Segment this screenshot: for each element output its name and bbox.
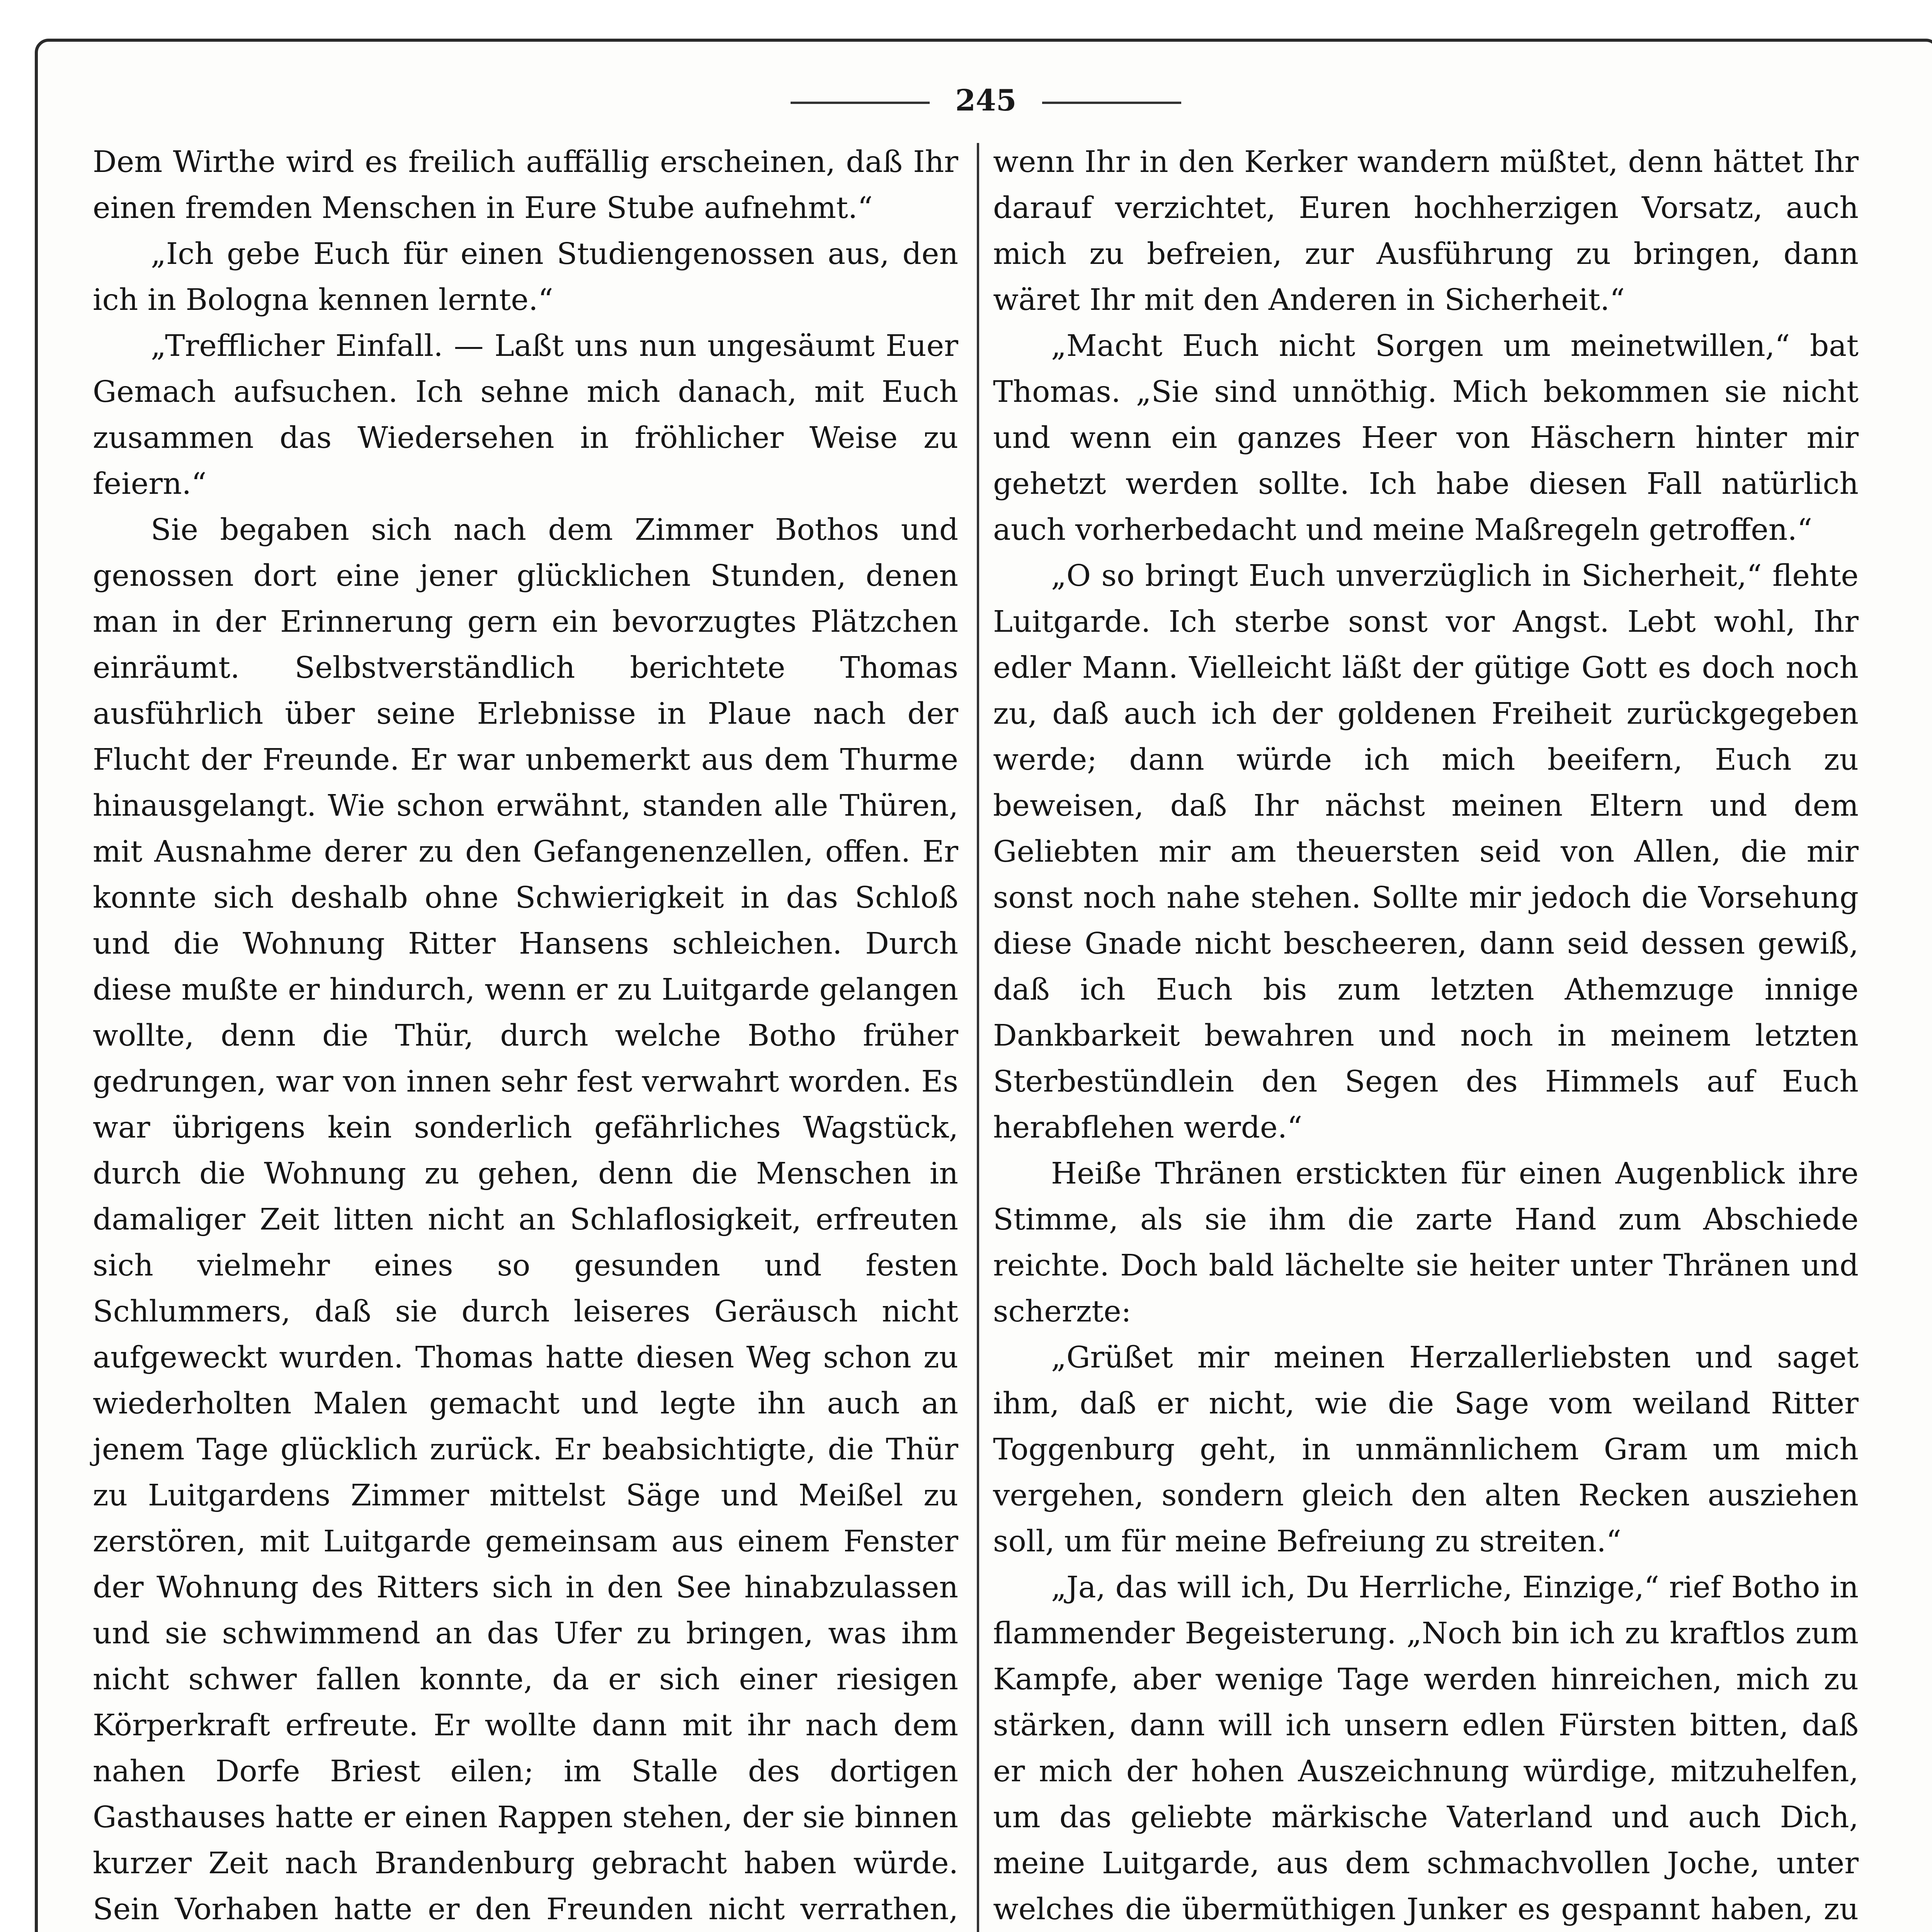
paragraph: „Macht Euch nicht Sorgen um meinetwillen,“ bat Thomas. „Sie sind unnöthig. Mich bekommen sie nicht und wenn ein ganzes Heer von Häschern hinter mir gehetzt werden sollte. Ich habe diesen Fall natürlich auch vorherbedacht und meine Maßregeln getroffen.“ — [993, 329, 1859, 547]
paragraph: „Grüßet mir meinen Herzallerliebsten und saget ihm, daß er nicht, wie die Sage vom weiland Ritter Toggenburg geht, in unmännlichem Gram um mich vergehen, sondern gleich den alten Recken ausziehen soll, um für meine Befreiung zu streiten.“ — [993, 1340, 1859, 1559]
header-rule-left — [791, 102, 930, 104]
column-divider — [977, 143, 979, 1932]
paragraph: „Ja, das will ich, Du Herrliche, Einzige,“ rief Botho in flammender Begeisterung. „Noch bin ich zu kraftlos zum Kampfe, aber wenige Tage werden hinreichen, mich zu stärken, dann will ich unsern edlen Fürsten bitten, daß er mich der hohen Auszeichnung würdige, mitzuhelfen, um das geliebte märkische Vaterland und auch Dich, meine Luitgarde, aus dem schmachvollen Joche, unter welches die übermüthigen Junker es gespannt haben, zu — [993, 1570, 1859, 1927]
paragraph: wenn Ihr in den Kerker wandern müßtet, denn hättet Ihr darauf verzichtet, Euren hochherzigen Vorsatz, auch mich zu befreien, zur Ausführung zu bringen, dann wäret Ihr mit den Anderen in Sicherheit.“ — [993, 145, 1859, 317]
paragraph: Dem Wirthe wird es freilich auffällig erscheinen, daß Ihr einen fremden Menschen in Eure Stube aufnehmt.“ — [93, 145, 958, 225]
paragraph: Sie begaben sich nach dem Zimmer Bothos und genossen dort eine jener glücklichen Stunden, denen man in der Erinnerung gern ein bevorzugtes Plätzchen einräumt. Selbstverständlich berichtete Thomas ausführlich über seine Erlebnisse in Plaue nach der Flucht der Freunde. Er war unbemerkt aus dem Thurme hinausgelangt. Wie schon erwähnt, standen alle Thüren, mit Ausnahme derer zu den Gefangenenzellen, offen. Er konnte sich deshalb ohne Schwierigkeit in das Schloß und die Wohnung Ritter Hansens schleichen. Durch diese mußte er hindurch, wenn er zu Luitgarde gelangen wollte, denn die Thür, durch welche Botho früher gedrungen, war von innen sehr fest verwahrt worden. Es war übrigens kein sonderlich gefährliches Wagstück, durch die Wohnung zu gehen, denn die Menschen in damaliger Zeit litten nicht an Schlaflosigkeit, erfreuten sich vielmehr eines so gesunden und festen Schlummers, daß sie durch leiseres Geräusch nicht aufgeweckt wurden. Thomas hatte diesen Weg schon zu wiederholten Malen gemacht und legte ihn auch an jenem Tage glücklich zurück. Er beabsichtigte, die Thür zu Luitgardens Zimmer mittelst Säge und Meißel zu zerstören, mit Luitgarde gemeinsam aus einem Fenster der Wohnung des Ritters sich in den See hinabzulassen und sie schwimmend an das Ufer zu bringen, was ihm nicht schwer fallen konnte, da er sich einer riesigen Körperkraft erfreute. Er wollte dann mit ihr nach dem nahen Dorfe Briest eilen; im Stalle des dortigen Gasthauses hatte er einen Rappen stehen, der sie binnen kurzer Zeit nach Brandenburg gebracht haben würde. Sein Vorhaben hatte er den Freunden nicht verrathen, — [93, 513, 958, 1927]
paragraph: „Trefflicher Einfall. — Laßt uns nun ungesäumt Euer Gemach aufsuchen. Ich sehne mich danach, mit Euch zusammen das Wiedersehen in fröhlicher Weise zu feiern.“ — [93, 329, 958, 501]
page-header — [0, 83, 1932, 117]
right-column — [993, 139, 1859, 1932]
left-column — [93, 139, 958, 1932]
page-number: 245 — [955, 83, 1017, 117]
header-rule-right — [1042, 102, 1181, 104]
paragraph: „O so bringt Euch unverzüglich in Sicherheit,“ flehte Luitgarde. Ich sterbe sonst vor Angst. Lebt wohl, Ihr edler Mann. Vielleicht läßt der gütige Gott es doch noch zu, daß auch ich der goldenen Freiheit zurückgegeben werde; dann würde ich mich beeifern, Euch zu beweisen, daß Ihr nächst meinen Eltern und dem Geliebten mir am theuersten seid von Allen, die mir sonst noch nahe stehen. Sollte mir jedoch die Vorsehung diese Gnade nicht bescheeren, dann seid dessen gewiß, daß ich Euch bis zum letzten Athemzuge innige Dankbarkeit bewahren und noch in meinem letzten Sterbestündlein den Segen des Himmels auf Euch herabflehen werde.“ — [993, 559, 1859, 1145]
paragraph: „Ich gebe Euch für einen Studiengenossen aus, den ich in Bologna kennen lernte.“ — [93, 237, 958, 317]
paragraph: Heiße Thränen erstickten für einen Augenblick ihre Stimme, als sie ihm die zarte Hand zum Abschiede reichte. Doch bald lächelte sie heiter unter Thränen und scherzte: — [993, 1156, 1859, 1329]
